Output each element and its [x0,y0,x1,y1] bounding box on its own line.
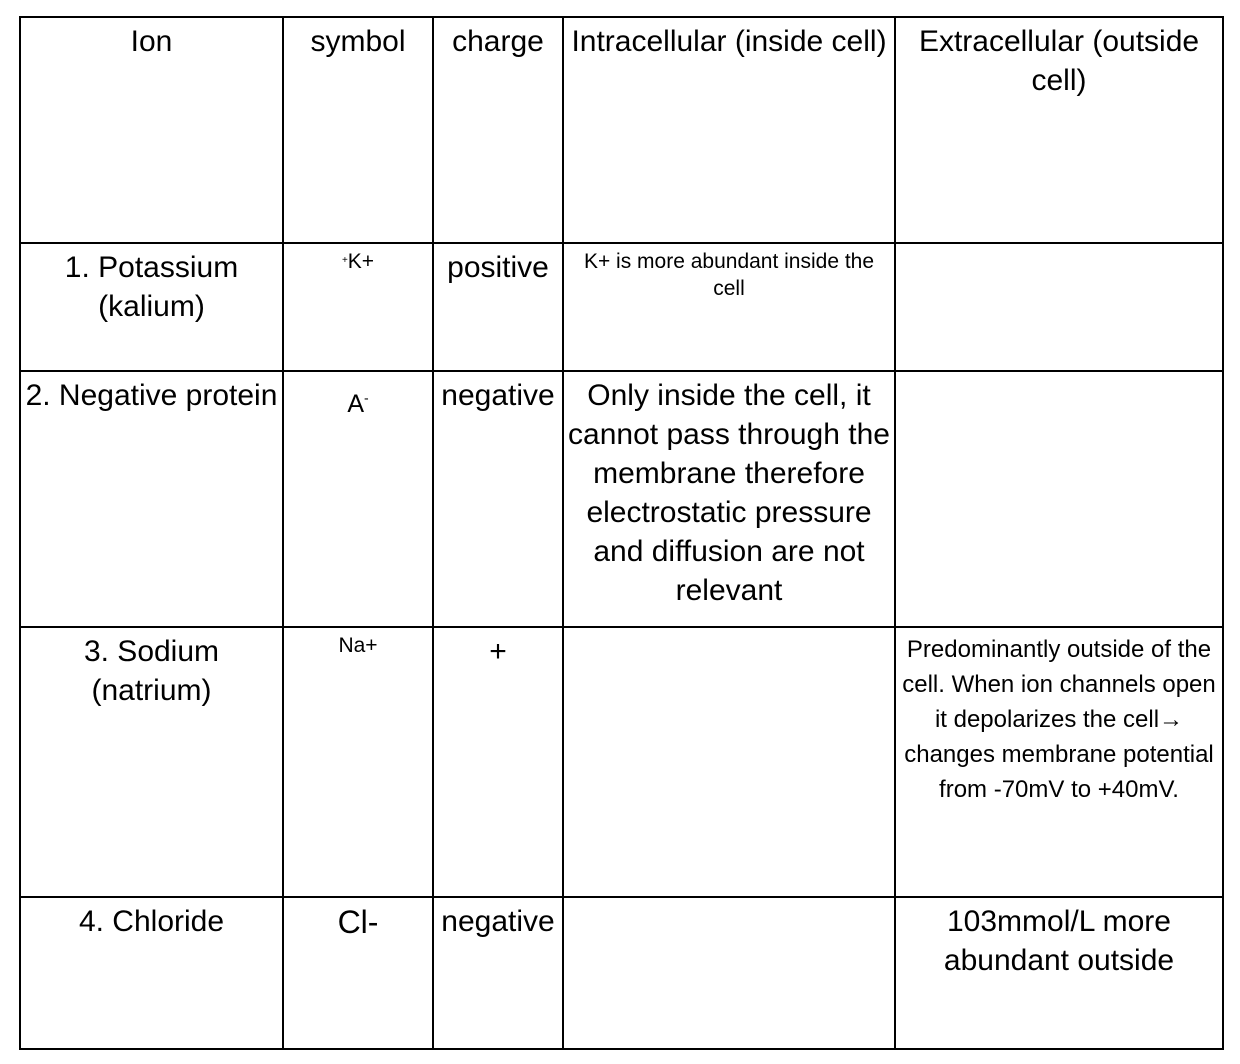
ion-charge: negative [433,897,563,1049]
ion-symbol [283,243,433,371]
ion-name: 1. Potassium (kalium) [20,243,283,371]
ion-table [19,16,1224,1050]
ion-name: 2. Negative protein [20,371,283,627]
symbol-text: K+ [347,250,375,273]
table-row [20,897,1223,1049]
header-row [20,17,1223,243]
ion-name: 4. Chloride [20,897,283,1049]
table-row [20,627,1223,897]
ion-charge: positive [433,243,563,371]
symbol-prefix: + [341,255,348,266]
ion-extracellular [895,243,1223,371]
ion-charge: negative [433,371,563,627]
ion-extracellular [895,371,1223,627]
symbol-superscript: - [364,389,369,406]
ion-name: 3. Sodium (natrium) [20,627,283,897]
symbol-text: A [347,390,364,418]
ion-intracellular [563,627,895,897]
ion-symbol: Cl- [283,897,433,1049]
header-charge: charge [433,17,563,243]
header-extracellular: Extracellular (outside cell) [895,17,1223,243]
ion-extracellular: Predominantly outside of the cell. When ion channels open it depolarizes the cell→ changes membrane potential from -70mV to +40mV. [895,627,1223,897]
ion-intracellular: Only inside the cell, it cannot pass through the membrane therefore electrostatic pressure and diffusion are not relevant [563,371,895,627]
header-intracellular: Intracellular (inside cell) [563,17,895,243]
ion-extracellular: 103mmol/L more abundant outside [895,897,1223,1049]
ion-charge: + [433,627,563,897]
header-symbol: symbol [283,17,433,243]
ion-symbol [283,371,433,627]
table-row [20,243,1223,371]
ion-intracellular: K+ is more abundant inside the cell [563,243,895,371]
ion-symbol: Na+ [283,627,433,897]
ion-intracellular [563,897,895,1049]
table-row [20,371,1223,627]
header-ion: Ion [20,17,283,243]
